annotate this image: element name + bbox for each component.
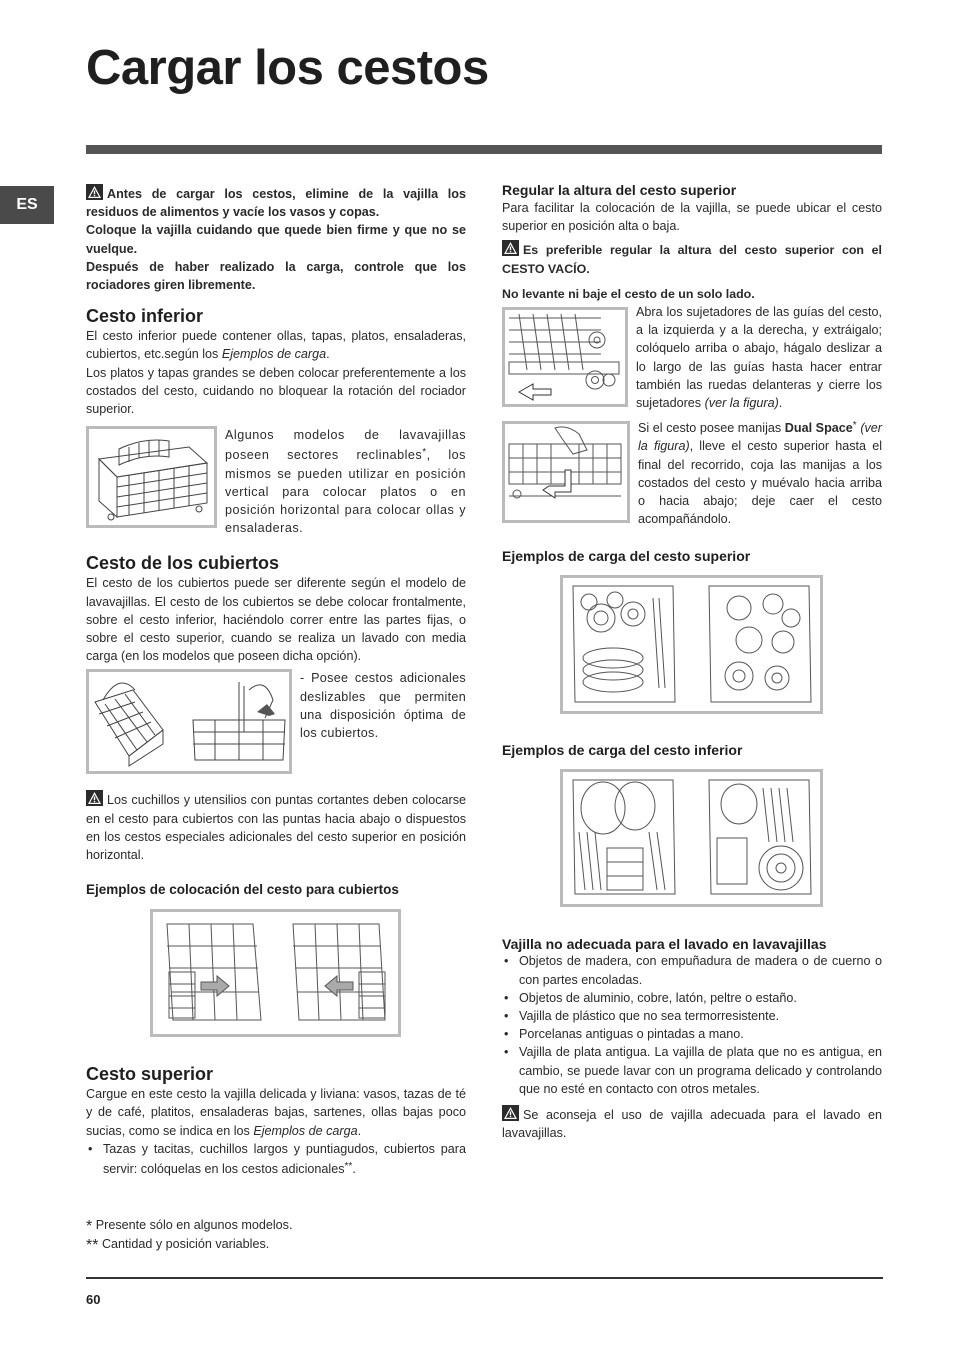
paragraph: - Posee cestos adicionales deslizables que permiten una disposición óptima de los cubiertos. (300, 671, 466, 741)
warning-block-4: Se aconseja el uso de vajilla adecuada para el lavado en lavavajillas. (502, 1105, 882, 1142)
list-item: • Objetos de aluminio, cobre, latón, peltre o estaño. (502, 989, 882, 1007)
title-rule (86, 145, 882, 154)
unsuitable-dishes-list (502, 952, 882, 1098)
lower-load-examples-heading: Ejemplos de carga del cesto inferior (502, 742, 743, 759)
upper-load-examples-heading: Ejemplos de carga del cesto superior (502, 548, 751, 565)
warning-icon (86, 184, 103, 200)
footnote-2: ** Cantidad y posición variables. (86, 1237, 270, 1254)
list-item: • Vajilla de plata antigua. La vajilla de plata que no es antigua, en cambio, se puede lavar con un programa delicado y controlando que no esté en contacto con otros metales. (502, 1043, 882, 1098)
paragraph: El cesto de los cubiertos puede ser diferente según el modelo de lavavajillas. El cesto de los cubiertos se debe colocar frontalmente, sobre el cesto inferior, haciéndolo correr entre las partes fijas, o sobre el cesto superior, cuando se realiza un lavado con media carga (en los modelos que poseen dicha opción). (86, 576, 466, 664)
footnote-1: * Presente sólo en algunos modelos. (86, 1218, 293, 1235)
page-number: 60 (86, 1292, 101, 1307)
section-title-cesto-superior: Cesto superior (86, 1064, 214, 1085)
list-item: • Vajilla de plástico que no sea termorresistente. (502, 1007, 882, 1025)
right-column (502, 182, 882, 1142)
paragraph: Cargue en este cesto la vajilla delicada y liviana: vasos, tazas de té y de café, platitos, ensaladeras bajas, sartenes, ollas bajas poco sucias, como se indica en los Ejemplos de carga. (86, 1087, 466, 1138)
warning-text: Coloque la vajilla cuidando que quede bien firme y que no se vuelque. (86, 223, 466, 256)
warning-text: Antes de cargar los cestos, elimine de la vajilla los residuos de alimentos y vacíe los vasos y copas. (86, 187, 466, 220)
upper-basket-list (86, 1140, 466, 1178)
section-title-cesto-cubiertos: Cesto de los cubiertos (86, 553, 280, 574)
cutlery-basket-figure (86, 669, 292, 774)
warning-icon (86, 790, 103, 806)
list-item: • Porcelanas antiguas o pintadas a mano. (502, 1025, 882, 1043)
lower-load-figure (560, 769, 823, 907)
warning-block-1 (86, 184, 466, 294)
warning-block-2: Los cuchillos y utensilios con puntas cortantes deben colocarse en el cesto para cubiertos con las puntas hacia abajo o dispuestos en los cestos especiales adicionales del cesto superior en posición horizontal. (86, 790, 466, 864)
page-title: Cargar los cestos (86, 41, 489, 95)
no-lift-note: No levante ni baje el cesto de un solo lado. (502, 286, 755, 301)
list-item: • Tazas y tacitas, cuchillos largos y puntiagudos, cubiertos para servir: colóquelas en los cestos adicionales**. (86, 1140, 466, 1178)
section-title-cesto-inferior: Cesto inferior (86, 306, 204, 327)
rack-rail-figure (502, 307, 628, 407)
footer-rule (86, 1277, 883, 1279)
paragraph: Abra los sujetadores de las guías del cesto, a la izquierda y a la derecha, y extráigalo; colóquelo arriba o abajo, hágalo deslizar a lo largo de las guías hasta hacer entrar también las ruedas delanteras y cierre los sujetadores (ver la figura). (636, 305, 882, 411)
paragraph: Algunos modelos de lavavajillas poseen sectores reclinables*, los mismos se pueden utilizar en posición vertical para colocar platos o en posición horizontal para colocar ollas y ensaladeras. (225, 428, 466, 536)
left-column (86, 182, 466, 1178)
warning-block-3: Es preferible regular la altura del cesto superior con el CESTO VACÍO. (502, 240, 882, 277)
cutlery-examples-heading: Ejemplos de colocación del cesto para cubiertos (86, 882, 399, 898)
upper-load-figure (560, 575, 823, 714)
paragraph: Si el cesto posee manijas Dual Space* (ver la figura), lleve el cesto superior hasta el final del recorrido, coja las manijas a los costados del cesto y muévalo hacia arriba o hacia abajo; deje caer el cesto acompañándolo. (638, 420, 883, 527)
lower-basket-figure (86, 426, 217, 528)
cutlery-placement-figure (150, 909, 401, 1037)
warning-icon (502, 1105, 519, 1121)
list-item: • Objetos de madera, con empuñadura de madera o de cuerno o con partes encoladas. (502, 952, 882, 988)
paragraph: Para facilitar la colocación de la vajilla, se puede ubicar el cesto superior en posición alta o baja. (502, 201, 882, 234)
language-tab: ES (0, 186, 54, 224)
unsuitable-dishes-heading: Vajilla no adecuada para el lavado en lavavajillas (502, 936, 827, 953)
warning-text: Después de haber realizado la carga, controle que los rociadores giren libremente. (86, 259, 466, 293)
paragraph: El cesto inferior puede contener ollas, tapas, platos, ensaladeras, cubiertos, etc.según los Ejemplos de carga. Los platos y tapas grandes se deben colocar preferentemente a los costados del cesto, cuidando no bloquear la rotación del rociador superior. (86, 329, 466, 417)
warning-icon (502, 240, 519, 256)
dual-space-handle-figure (502, 421, 630, 523)
height-adjust-heading: Regular la altura del cesto superior (502, 182, 737, 198)
